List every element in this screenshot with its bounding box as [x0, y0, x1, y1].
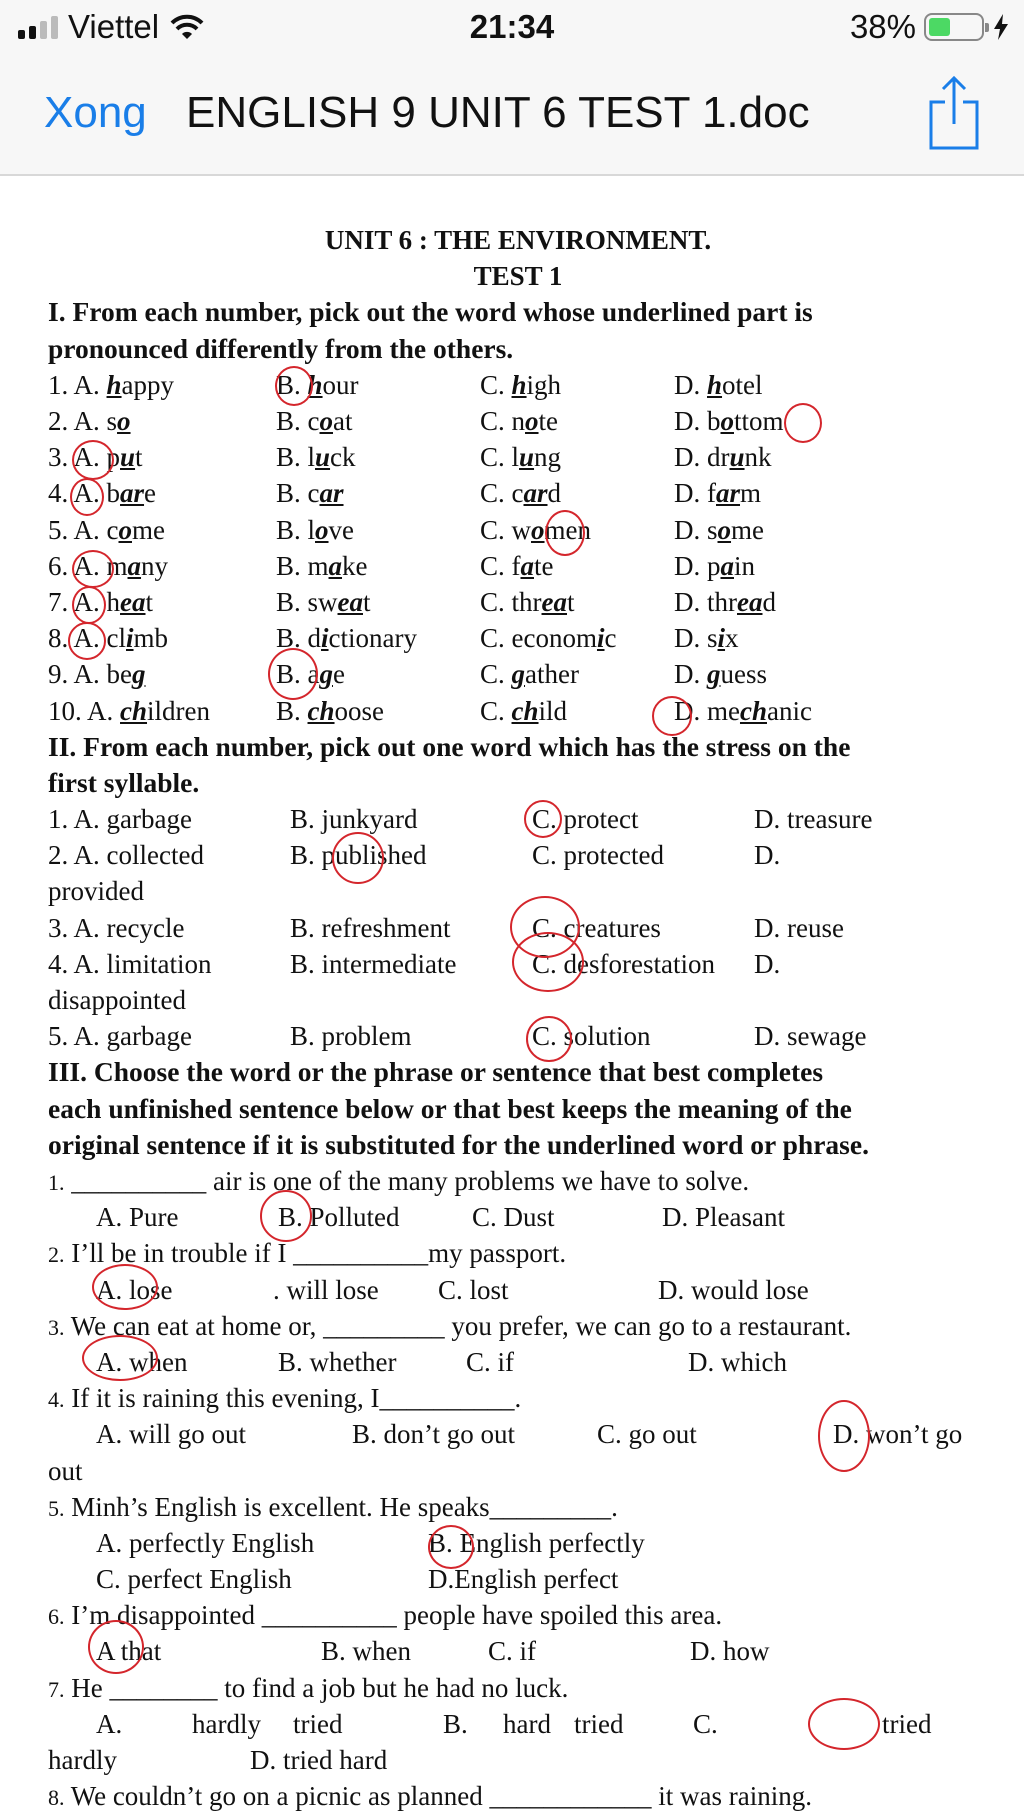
- option-text: t: [145, 586, 154, 617]
- question-number: 4.: [48, 1387, 65, 1413]
- underlined-sound: ch: [307, 695, 335, 726]
- underlined-sound: ar: [120, 478, 145, 509]
- answer-option: [480, 620, 616, 656]
- question-number: 5.: [48, 1495, 65, 1521]
- answer-option: [276, 656, 345, 692]
- answer-option: [674, 584, 776, 620]
- underlined-sound: u: [519, 442, 535, 473]
- question-text: We couldn’t go on a picnic as planned ____________ it was raining.: [70, 1781, 812, 1812]
- option-text: D. dr: [674, 442, 730, 473]
- option-text: 10. A.: [48, 695, 121, 726]
- option-text: 8. A. cl: [48, 623, 126, 654]
- question-row: [48, 475, 988, 511]
- answer-option: [674, 439, 772, 475]
- answer-option: 1. A. garbage: [48, 804, 192, 835]
- answer-option: tried: [293, 1708, 343, 1739]
- answer-option: [48, 367, 174, 403]
- underlined-sound: ch: [120, 695, 148, 726]
- option-text: ck: [330, 442, 356, 473]
- answer-option: [48, 656, 146, 692]
- option-text: te: [534, 550, 554, 581]
- answer-option: B. intermediate: [290, 948, 457, 979]
- option-text: C. econom: [480, 623, 597, 654]
- answer-option: tried: [574, 1708, 624, 1739]
- underlined-sound: h: [307, 369, 323, 400]
- question-row: [48, 656, 988, 692]
- answer-option: D. reuse: [754, 912, 844, 943]
- underlined-sound: o: [525, 406, 539, 436]
- answer-option: D. tried hard: [250, 1745, 388, 1776]
- underlined-sound: ch: [511, 695, 539, 726]
- option-text: 9. A. be: [48, 659, 132, 690]
- answer-option: [276, 512, 354, 548]
- question-text: He ________ to find a job but he had no luck.: [71, 1672, 569, 1703]
- answer-option: hard: [503, 1708, 551, 1739]
- option-text: C. n: [480, 406, 526, 436]
- doc-title: UNIT 6 : THE ENVIRONMENT.: [324, 225, 712, 255]
- answer-option: A. lose: [96, 1274, 173, 1305]
- question-row: [48, 548, 988, 584]
- question-row: [48, 1018, 988, 1054]
- answer-option: [48, 548, 168, 584]
- answer-option: C.: [693, 1708, 718, 1739]
- option-text: B. d: [276, 623, 322, 654]
- underlined-sound: a: [127, 550, 142, 581]
- underlined-sound: a: [328, 550, 343, 581]
- option-text: at: [333, 406, 353, 436]
- answer-options: [48, 1525, 988, 1561]
- clock: 21:34: [469, 8, 555, 45]
- answer-option: [48, 403, 131, 439]
- answer-option: [674, 620, 739, 656]
- answer-option: hardly: [48, 1745, 117, 1776]
- battery-percentage: 38%: [849, 8, 916, 45]
- question-sentence: [48, 1489, 988, 1525]
- question-row: [48, 367, 988, 403]
- option-text: C. thr: [480, 586, 542, 617]
- option-text: B. m: [276, 550, 329, 581]
- question-number: 6.: [48, 1604, 65, 1630]
- option-text: D. s: [674, 623, 718, 654]
- underlined-sound: g: [132, 659, 146, 690]
- underlined-sound: a: [520, 550, 534, 581]
- question-number: 8.: [48, 1785, 65, 1811]
- option-text: d: [547, 478, 562, 509]
- section-2-heading-cont: first syllable.: [48, 766, 200, 798]
- answer-option: A.: [96, 1708, 123, 1739]
- option-text: C.: [480, 369, 512, 400]
- answer-option: A. Pure: [96, 1202, 179, 1233]
- section-1-heading-cont: pronounced differently from the others.: [48, 332, 514, 364]
- question-sentence: [48, 1380, 988, 1416]
- answer-options: [48, 1742, 988, 1778]
- option-text: oose: [334, 695, 385, 726]
- answer-option: [48, 620, 168, 656]
- underlined-sound: u: [729, 442, 745, 473]
- carrier-name: Viettel: [68, 8, 160, 45]
- option-text: D. me: [674, 695, 740, 726]
- answer-option: tried: [882, 1708, 932, 1739]
- answer-option: [276, 439, 356, 475]
- option-text: ather: [525, 659, 579, 690]
- question-row: [48, 584, 988, 620]
- underlined-sound: h: [511, 369, 527, 400]
- answer-option: B. don’t go out: [352, 1419, 516, 1450]
- option-text: B.: [276, 369, 308, 400]
- option-text: ng: [534, 442, 562, 473]
- option-text: B. c: [276, 406, 320, 436]
- option-text: ildren: [147, 695, 210, 726]
- answer-option: [276, 475, 344, 511]
- option-text: c: [604, 623, 617, 654]
- option-text: B. c: [276, 478, 320, 509]
- answer-option: 3. A. recycle: [48, 912, 185, 943]
- answer-option: [276, 584, 371, 620]
- answer-option: [480, 656, 579, 692]
- underlined-sound: o: [117, 406, 131, 436]
- option-text: me: [132, 514, 165, 545]
- option-text: nk: [744, 442, 772, 473]
- option-text: 7. A. h: [48, 586, 121, 617]
- answer-option: D.: [754, 840, 781, 871]
- underlined-sound: ea: [737, 586, 763, 617]
- question-row: [48, 512, 988, 548]
- option-text: te: [538, 406, 559, 436]
- answer-option: . will lose: [273, 1274, 379, 1305]
- answer-option: D. would lose: [658, 1274, 809, 1305]
- document-body: [48, 222, 988, 1814]
- option-text: C. l: [480, 442, 520, 473]
- option-text: anic: [766, 695, 812, 726]
- underlined-sound: ar: [523, 478, 548, 509]
- answer-option: [48, 439, 143, 475]
- section-3-heading-cont: each unfinished sentence below or that best keeps the meaning of the: [48, 1092, 852, 1124]
- question-continuation: disappointed: [48, 985, 186, 1016]
- underlined-sound: u: [315, 442, 331, 473]
- question-row: [48, 837, 988, 873]
- underlined-sound: g: [511, 659, 526, 690]
- answer-option: [480, 403, 558, 439]
- option-text: B. l: [276, 514, 316, 545]
- answer-option: A. when: [96, 1346, 188, 1377]
- question-row: [48, 403, 988, 439]
- option-text: ttom: [734, 406, 784, 436]
- answer-option: C. protect: [532, 804, 639, 835]
- option-text: me: [731, 514, 765, 545]
- option-text: 3. A. p: [48, 442, 121, 473]
- option-text: ny: [141, 550, 169, 581]
- underlined-sound: ea: [120, 586, 146, 617]
- question-row: [48, 946, 988, 982]
- answer-option: 4. A. limitation: [48, 948, 212, 979]
- option-text: ild: [538, 695, 568, 726]
- battery-icon: [924, 13, 984, 41]
- question-row: [48, 439, 988, 475]
- answer-option: 5. A. garbage: [48, 1021, 192, 1052]
- question-text: Minh’s English is excellent. He speaks_________.: [71, 1491, 618, 1522]
- option-text: C.: [480, 695, 512, 726]
- question-row: [48, 910, 988, 946]
- answer-option: B. published: [290, 840, 427, 871]
- answer-option: C. Dust: [472, 1202, 555, 1233]
- answer-option: D. how: [690, 1636, 770, 1667]
- answer-option: C. creatures: [532, 912, 661, 943]
- answer-option: [674, 475, 761, 511]
- option-text: t: [135, 442, 143, 473]
- answer-option: [276, 367, 359, 403]
- option-text: C. c: [480, 478, 524, 509]
- option-text: otel: [722, 369, 763, 400]
- done-button[interactable]: Xong: [44, 88, 147, 137]
- answer-option: [674, 367, 763, 403]
- answer-options: [48, 1272, 988, 1308]
- section-1-heading: I. From each number, pick out the word whose underlined part is: [48, 296, 813, 328]
- underlined-sound: i: [717, 623, 726, 654]
- question-row: [48, 801, 988, 837]
- answer-option: [674, 693, 812, 729]
- answer-option: C. perfect English: [96, 1564, 292, 1595]
- answer-option: [480, 584, 575, 620]
- answer-option: B. refreshment: [290, 912, 451, 943]
- answer-option: B. Polluted: [278, 1202, 400, 1233]
- question-number: 2.: [48, 1242, 65, 1268]
- answer-option: D. Pleasant: [662, 1202, 785, 1233]
- underlined-sound: ar: [716, 478, 741, 509]
- underlined-sound: o: [720, 406, 734, 436]
- question-continuation: out: [48, 1455, 83, 1486]
- answer-option: [276, 693, 384, 729]
- answer-option: [276, 403, 353, 439]
- answer-option: [480, 693, 567, 729]
- underlined-sound: u: [120, 442, 136, 473]
- answer-option: C. protected: [532, 840, 664, 871]
- option-text: ctionary: [328, 623, 417, 654]
- question-sentence: [48, 1778, 988, 1814]
- navigation-bar: [0, 56, 1024, 176]
- underlined-sound: o: [717, 514, 732, 545]
- answer-option: [480, 367, 561, 403]
- underlined-sound: o: [531, 514, 545, 545]
- option-text: C. f: [480, 550, 521, 581]
- answer-option: D. sewage: [754, 1021, 867, 1052]
- underlined-sound: ar: [319, 478, 344, 509]
- answer-option: D.: [754, 948, 781, 979]
- answer-option: D. treasure: [754, 804, 873, 835]
- option-text: B. l: [276, 442, 316, 473]
- answer-options: [48, 1416, 988, 1452]
- charging-bolt-icon: [992, 13, 1010, 41]
- answer-option: B. problem: [290, 1021, 412, 1052]
- status-bar: [0, 0, 1024, 56]
- answer-option: B.: [443, 1708, 468, 1739]
- question-sentence: [48, 1163, 988, 1199]
- option-text: B.: [276, 695, 308, 726]
- doc-subtitle: TEST 1: [473, 261, 563, 292]
- answer-options: [48, 1199, 988, 1235]
- option-text: d: [762, 586, 776, 617]
- option-text: e: [333, 659, 345, 690]
- option-text: uess: [720, 659, 767, 690]
- answer-option: C. lost: [438, 1274, 509, 1305]
- answer-option: [48, 693, 210, 729]
- answer-option: B. when: [321, 1636, 411, 1667]
- option-text: mb: [133, 623, 169, 654]
- option-text: e: [144, 478, 157, 509]
- question-text: If it is raining this evening, I__________.: [71, 1383, 522, 1414]
- option-text: 5. A. c: [48, 514, 119, 545]
- answer-option: [674, 548, 755, 584]
- option-text: 1. A.: [48, 369, 107, 400]
- option-text: t: [363, 586, 371, 617]
- question-row: [48, 620, 988, 656]
- option-text: igh: [526, 369, 562, 400]
- option-text: 6. A. m: [48, 550, 128, 581]
- answer-option: C. if: [488, 1636, 537, 1667]
- option-text: B. sw: [276, 586, 338, 617]
- option-text: in: [734, 550, 756, 581]
- answer-option: D. which: [688, 1346, 787, 1377]
- answer-option: [480, 548, 554, 584]
- question-sentence: [48, 1235, 988, 1271]
- underlined-sound: i: [321, 623, 329, 654]
- option-text: ve: [328, 514, 354, 545]
- answer-option: [674, 403, 784, 439]
- underlined-sound: ea: [337, 586, 363, 617]
- option-text: t: [567, 586, 575, 617]
- answer-option: C. go out: [597, 1419, 697, 1450]
- option-text: 2. A. s: [48, 406, 118, 436]
- section-1-questions: [48, 367, 988, 729]
- question-row: [48, 693, 988, 729]
- answer-option: [480, 475, 561, 511]
- answer-option: D. won’t go: [833, 1419, 963, 1450]
- answer-option: B. junkyard: [290, 804, 418, 835]
- option-text: D.: [674, 369, 707, 400]
- question-text: I’ll be in trouble if I __________my passport.: [71, 1238, 567, 1269]
- option-text: x: [725, 623, 739, 654]
- answer-option: C. if: [466, 1346, 515, 1377]
- underlined-sound: h: [707, 369, 723, 400]
- answer-option: B. whether: [278, 1346, 397, 1377]
- question-number: 3.: [48, 1314, 65, 1340]
- underlined-sound: g: [707, 659, 721, 690]
- option-text: D.: [674, 659, 707, 690]
- section-3-heading: III. Choose the word or the phrase or sentence that best completes: [48, 1056, 824, 1088]
- underlined-sound: o: [315, 514, 329, 545]
- question-number: 7.: [48, 1676, 65, 1702]
- answer-option: [480, 439, 561, 475]
- option-text: 4. A. b: [48, 478, 121, 509]
- document-title: ENGLISH 9 UNIT 6 TEST 1.doc: [186, 88, 810, 137]
- answer-option: [674, 656, 767, 692]
- share-icon[interactable]: [925, 74, 983, 152]
- option-text: D. p: [674, 550, 721, 581]
- answer-option: A. will go out: [96, 1419, 247, 1450]
- answer-options: [48, 1344, 988, 1380]
- question-text: __________ air is one of the many problems we have to solve.: [71, 1166, 750, 1197]
- section-3-questions: [48, 1163, 988, 1814]
- question-sentence: [48, 1308, 988, 1344]
- question-text: We can eat at home or, _________ you prefer, we can go to a restaurant.: [70, 1310, 852, 1341]
- answer-option: C. solution: [532, 1021, 651, 1052]
- option-text: our: [322, 369, 359, 400]
- answer-option: [276, 620, 417, 656]
- option-text: m: [740, 478, 762, 509]
- underlined-sound: a: [720, 550, 734, 581]
- answer-option: [48, 475, 156, 511]
- question-sentence: [48, 1597, 988, 1633]
- answer-option: [276, 548, 368, 584]
- underlined-sound: ea: [541, 586, 567, 617]
- underlined-sound: ch: [739, 695, 767, 726]
- option-text: appy: [121, 369, 175, 400]
- answer-options: [48, 1633, 988, 1669]
- option-text: B. a: [276, 659, 320, 690]
- answer-option: [480, 512, 591, 548]
- underlined-sound: o: [118, 514, 132, 545]
- option-text: D. thr: [674, 586, 737, 617]
- answer-option: hardly: [192, 1708, 261, 1739]
- answer-option: B. English perfectly: [428, 1527, 645, 1558]
- answer-option: 2. A. collected: [48, 840, 204, 871]
- underlined-sound: i: [596, 623, 605, 654]
- section-2-questions: [48, 801, 988, 1054]
- question-text: I’m disappointed __________ people have spoiled this area.: [71, 1600, 723, 1631]
- answer-options: [48, 1561, 988, 1597]
- answer-option: D.English perfect: [428, 1564, 619, 1595]
- answer-option: C. desforestation: [532, 948, 715, 979]
- option-text: C.: [480, 659, 512, 690]
- underlined-sound: o: [319, 406, 333, 436]
- underlined-sound: i: [126, 623, 134, 654]
- answer-options: [48, 1706, 988, 1742]
- option-text: D. b: [674, 406, 721, 436]
- answer-option: [674, 512, 764, 548]
- option-text: D. s: [674, 514, 718, 545]
- answer-option: [48, 584, 153, 620]
- section-2-heading: II. From each number, pick out one word which has the stress on the: [48, 730, 851, 762]
- section-3-heading-cont2: original sentence if it is substituted for the underlined word or phrase.: [48, 1128, 869, 1160]
- underlined-sound: h: [106, 369, 122, 400]
- underlined-sound: g: [319, 659, 333, 690]
- question-sentence: [48, 1670, 988, 1706]
- answer-option: [48, 512, 165, 548]
- option-text: men: [544, 514, 592, 545]
- answer-option: A. perfectly English: [96, 1527, 315, 1558]
- option-text: D. f: [674, 478, 716, 509]
- question-number: 1.: [48, 1170, 65, 1196]
- question-continuation: provided: [48, 876, 144, 907]
- option-text: C. w: [480, 514, 532, 545]
- option-text: ke: [342, 550, 368, 581]
- answer-option: A that: [96, 1636, 162, 1667]
